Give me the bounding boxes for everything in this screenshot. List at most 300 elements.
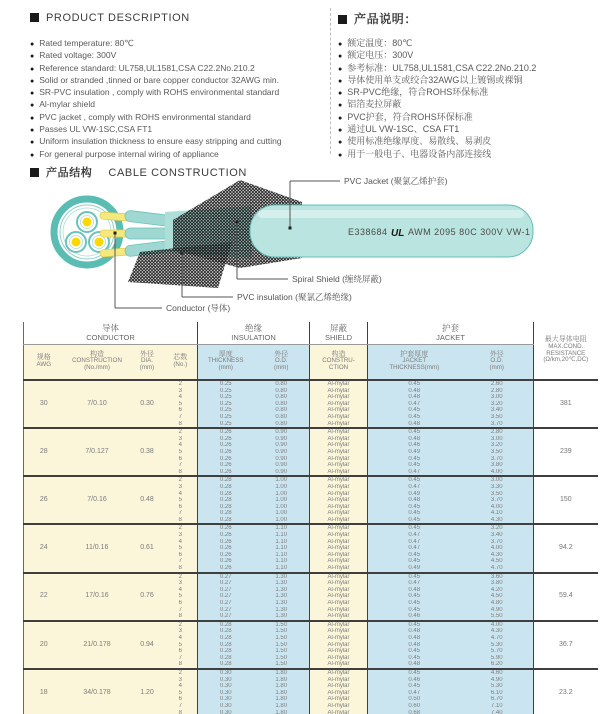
shield-cell: Al-mylar: [310, 607, 368, 614]
spec-table-body: [24, 380, 598, 714]
jacket-od-cell: 6.70: [461, 696, 534, 703]
bullet-icon: ●: [338, 77, 343, 85]
cores-cell: 6: [164, 504, 198, 511]
ins-thickness-cell: 0.26: [198, 539, 254, 546]
awg-cell: 26: [24, 476, 64, 524]
bullet-text: Rated voltage: 300V: [39, 50, 117, 61]
cores-cell: 5: [164, 690, 198, 697]
jacket-thickness-cell: 0.47: [368, 532, 461, 539]
cores-cell: 4: [164, 539, 198, 546]
ins-od-cell: 1.50: [254, 655, 310, 662]
ins-thickness-cell: 0.28: [198, 655, 254, 662]
product-description-cn-title: 产品说明：: [354, 12, 418, 26]
label-pvc-insulation: PVC insulation (聚氯乙烯绝缘): [237, 292, 352, 302]
ins-thickness-cell: 0.30: [198, 703, 254, 710]
jacket-thickness-cell: 0.45: [368, 428, 461, 436]
ins-thickness-cell: 0.27: [198, 580, 254, 587]
cable-side-view: [100, 180, 533, 288]
table-row: [24, 380, 598, 388]
ins-od-cell: 0.80: [254, 414, 310, 421]
shield-cell: Al-mylar: [310, 642, 368, 649]
jacket-od-cell: 4.60: [461, 669, 534, 677]
jacket-od-cell: 3.50: [461, 449, 534, 456]
ins-od-cell: 0.80: [254, 394, 310, 401]
jacket-thickness-cell: 0.47: [368, 484, 461, 491]
ins-thickness-cell: 0.28: [198, 642, 254, 649]
cores-cell: 2: [164, 428, 198, 436]
shield-cell: Al-mylar: [310, 380, 368, 388]
ins-od-cell: 0.90: [254, 456, 310, 463]
ins-thickness-cell: 0.26: [198, 462, 254, 469]
ins-thickness-cell: 0.30: [198, 677, 254, 684]
ins-od-cell: 1.50: [254, 628, 310, 635]
section-square-icon: [30, 13, 39, 22]
bullet-text: 额定温度：80℃: [347, 38, 413, 48]
ins-thickness-cell: 0.28: [198, 476, 254, 484]
bullet-item: [338, 99, 536, 111]
awg-cell: 18: [24, 669, 64, 714]
ins-od-cell: 1.30: [254, 600, 310, 607]
jacket-od-cell: 4.10: [461, 510, 534, 517]
ins-thickness-cell: 0.30: [198, 690, 254, 697]
bullet-icon: ●: [338, 102, 343, 110]
header-jacket-thickness: 护套厚度 JACKET THICKNESS(mm): [368, 344, 461, 380]
cores-cell: 2: [164, 621, 198, 629]
ins-od-cell: 1.30: [254, 573, 310, 581]
ins-od-cell: 1.50: [254, 661, 310, 669]
construction-cell: 7/0.127: [64, 428, 131, 476]
jacket-thickness-cell: 0.47: [368, 545, 461, 552]
ins-thickness-cell: 0.30: [198, 683, 254, 690]
jacket-od-cell: 4.50: [461, 558, 534, 565]
cores-cell: 8: [164, 565, 198, 573]
cores-cell: 2: [164, 524, 198, 532]
cores-cell: 7: [164, 703, 198, 710]
bullet-text: PVC jacket , comply with ROHS environmental standard: [39, 111, 251, 122]
ins-od-cell: 1.10: [254, 532, 310, 539]
jacket-od-cell: 5.70: [461, 648, 534, 655]
jacket-thickness-cell: 0.45: [368, 462, 461, 469]
ins-od-cell: 0.90: [254, 442, 310, 449]
bullet-icon: ●: [30, 127, 35, 135]
bullet-item: [338, 75, 536, 87]
ins-od-cell: 0.80: [254, 407, 310, 414]
ins-thickness-cell: 0.26: [198, 442, 254, 449]
cores-cell: 6: [164, 696, 198, 703]
jacket-thickness-cell: 0.49: [368, 565, 461, 573]
resistance-cell: 381: [534, 380, 598, 428]
product-description-title: PRODUCT DESCRIPTION: [46, 12, 190, 24]
ins-thickness-cell: 0.30: [198, 710, 254, 714]
bullet-icon: ●: [338, 90, 343, 98]
jacket-od-cell: 2.80: [461, 428, 534, 436]
jacket-thickness-cell: 0.48: [368, 421, 461, 429]
ins-thickness-cell: 0.30: [198, 696, 254, 703]
bullet-text: 导体使用单支或绞合32AWG以上镀锡或裸铜: [347, 74, 523, 85]
shield-cell: Al-mylar: [310, 573, 368, 581]
dia-cell: 0.48: [131, 476, 164, 524]
ins-thickness-cell: 0.25: [198, 421, 254, 429]
ins-od-cell: 1.00: [254, 497, 310, 504]
awg-cell: 30: [24, 380, 64, 428]
jacket-thickness-cell: 0.48: [368, 388, 461, 395]
cores-cell: 7: [164, 558, 198, 565]
group-jacket: 护套 JACKET: [368, 322, 534, 344]
resistance-cell: 94.2: [534, 524, 598, 572]
bullet-text: PVC护套，符合ROHS环保标准: [347, 111, 473, 122]
shield-cell: Al-mylar: [310, 628, 368, 635]
jacket-thickness-cell: 0.45: [368, 683, 461, 690]
product-description-cn-heading: [338, 10, 417, 27]
cores-cell: 3: [164, 677, 198, 684]
ins-od-cell: 1.80: [254, 690, 310, 697]
jacket-thickness-cell: 0.50: [368, 696, 461, 703]
resistance-cell: 23.2: [534, 669, 598, 714]
header-jacket-od: 外径 O.D. (mm): [461, 344, 534, 380]
ins-od-cell: 1.00: [254, 476, 310, 484]
bullet-icon: ●: [30, 139, 35, 147]
table-row: [24, 621, 598, 629]
jacket-thickness-cell: 0.45: [368, 573, 461, 581]
ins-thickness-cell: 0.25: [198, 414, 254, 421]
jacket-print-right: AWM 2095 80C 300V VW-1: [408, 227, 531, 237]
jacket-od-cell: 3.40: [461, 532, 534, 539]
ins-od-cell: 1.80: [254, 703, 310, 710]
cores-cell: 7: [164, 462, 198, 469]
cores-cell: 4: [164, 635, 198, 642]
table-row: [24, 669, 598, 677]
jacket-thickness-cell: 0.45: [368, 648, 461, 655]
jacket-thickness-cell: 0.45: [368, 517, 461, 525]
jacket-od-cell: 4.50: [461, 593, 534, 600]
jacket-thickness-cell: 0.60: [368, 703, 461, 710]
cores-cell: 2: [164, 573, 198, 581]
ins-od-cell: 1.80: [254, 696, 310, 703]
ins-thickness-cell: 0.26: [198, 436, 254, 443]
ins-od-cell: 1.00: [254, 491, 310, 498]
ins-thickness-cell: 0.26: [198, 565, 254, 573]
ins-thickness-cell: 0.28: [198, 510, 254, 517]
ins-thickness-cell: 0.26: [198, 532, 254, 539]
bullet-item: [30, 136, 282, 148]
shield-cell: Al-mylar: [310, 414, 368, 421]
jacket-od-cell: 3.50: [461, 491, 534, 498]
cores-cell: 7: [164, 607, 198, 614]
bullet-icon: ●: [338, 127, 343, 135]
jacket-od-cell: 3.40: [461, 407, 534, 414]
shield-cell: Al-mylar: [310, 497, 368, 504]
ins-thickness-cell: 0.27: [198, 593, 254, 600]
bullet-text: 额定电压：300V: [347, 50, 414, 61]
bullet-icon: ●: [30, 114, 35, 122]
ins-thickness-cell: 0.28: [198, 661, 254, 669]
ins-thickness-cell: 0.26: [198, 469, 254, 477]
bullet-text: 用于一般电子、电器设备内部连接线: [347, 148, 492, 159]
jacket-thickness-cell: 0.45: [368, 558, 461, 565]
bullet-icon: ●: [30, 53, 35, 61]
ins-thickness-cell: 0.26: [198, 545, 254, 552]
ins-od-cell: 1.30: [254, 587, 310, 594]
shield-cell: Al-mylar: [310, 476, 368, 484]
ins-thickness-cell: 0.26: [198, 552, 254, 559]
jacket-thickness-cell: 0.45: [368, 621, 461, 629]
bullet-icon: ●: [338, 65, 343, 73]
jacket-od-cell: 3.70: [461, 497, 534, 504]
ins-od-cell: 1.00: [254, 504, 310, 511]
construction-cell: 7/0.10: [64, 380, 131, 428]
ins-thickness-cell: 0.28: [198, 517, 254, 525]
construction-cell: 7/0.16: [64, 476, 131, 524]
bullet-item: [338, 38, 536, 50]
cable-construction-diagram: [0, 160, 603, 322]
jacket-od-cell: 4.20: [461, 587, 534, 594]
jacket-od-cell: 3.20: [461, 401, 534, 408]
bullet-item: [338, 87, 536, 99]
bullet-text: For general purpose internal wiring of appliance: [39, 148, 219, 159]
jacket-od-cell: 3.20: [461, 524, 534, 532]
bullet-item: [338, 63, 536, 75]
ins-thickness-cell: 0.27: [198, 607, 254, 614]
jacket-od-cell: 4.70: [461, 635, 534, 642]
bullet-item: [30, 99, 282, 111]
cores-cell: 8: [164, 421, 198, 429]
construction-cell: 21/0.178: [64, 621, 131, 669]
label-conductor: Conductor (导体): [166, 303, 231, 313]
shield-cell: Al-mylar: [310, 669, 368, 677]
ins-thickness-cell: 0.28: [198, 491, 254, 498]
ins-thickness-cell: 0.30: [198, 669, 254, 677]
resistance-cell: 59.4: [534, 573, 598, 621]
cores-cell: 6: [164, 600, 198, 607]
jacket-thickness-cell: 0.45: [368, 510, 461, 517]
bullet-icon: ●: [338, 53, 343, 61]
jacket-thickness-cell: 0.48: [368, 587, 461, 594]
shield-cell: Al-mylar: [310, 517, 368, 525]
jacket-thickness-cell: 0.45: [368, 655, 461, 662]
shield-cell: Al-mylar: [310, 677, 368, 684]
group-insulation: 绝缘 INSULATION: [198, 322, 310, 344]
jacket-thickness-cell: 0.47: [368, 580, 461, 587]
construction-cell: 17/0.16: [64, 573, 131, 621]
bullet-item: [338, 124, 536, 136]
ins-od-cell: 1.30: [254, 613, 310, 621]
bullet-icon: ●: [338, 114, 343, 122]
ins-od-cell: 1.00: [254, 484, 310, 491]
shield-cell: Al-mylar: [310, 491, 368, 498]
ins-thickness-cell: 0.25: [198, 388, 254, 395]
bullet-text: 铝箔麦拉屏蔽: [347, 99, 402, 110]
product-description-cn-list: [338, 38, 536, 161]
bullet-text: 使用标准绝缘厚度、易散线、易剥皮: [347, 136, 492, 147]
ins-od-cell: 1.10: [254, 558, 310, 565]
shield-cell: Al-mylar: [310, 388, 368, 395]
jacket-thickness-cell: 0.45: [368, 524, 461, 532]
column-divider: [330, 8, 331, 154]
resistance-cell: 239: [534, 428, 598, 476]
ins-od-cell: 1.80: [254, 677, 310, 684]
ins-thickness-cell: 0.25: [198, 401, 254, 408]
group-shield: 屏蔽 SHIELD: [310, 322, 368, 344]
jacket-od-cell: 4.30: [461, 552, 534, 559]
jacket-od-cell: 6.20: [461, 661, 534, 669]
jacket-thickness-cell: 0.45: [368, 380, 461, 388]
jacket-od-cell: 4.90: [461, 677, 534, 684]
column-header-row: [24, 344, 598, 380]
jacket-thickness-cell: 0.47: [368, 690, 461, 697]
jacket-thickness-cell: 0.46: [368, 442, 461, 449]
bullet-item: [30, 75, 282, 87]
jacket-od-cell: 4.00: [461, 504, 534, 511]
shield-cell: Al-mylar: [310, 421, 368, 429]
shield-cell: Al-mylar: [310, 462, 368, 469]
ins-od-cell: 1.30: [254, 607, 310, 614]
shield-cell: Al-mylar: [310, 552, 368, 559]
ins-od-cell: 1.00: [254, 517, 310, 525]
jacket-thickness-cell: 0.48: [368, 436, 461, 443]
shield-cell: Al-mylar: [310, 661, 368, 669]
cores-cell: 5: [164, 545, 198, 552]
jacket-thickness-cell: 0.45: [368, 476, 461, 484]
ins-thickness-cell: 0.26: [198, 524, 254, 532]
cores-cell: 8: [164, 517, 198, 525]
shield-cell: Al-mylar: [310, 532, 368, 539]
jacket-thickness-cell: 0.48: [368, 394, 461, 401]
table-row: [24, 476, 598, 484]
ins-thickness-cell: 0.28: [198, 648, 254, 655]
ins-thickness-cell: 0.28: [198, 635, 254, 642]
shield-cell: Al-mylar: [310, 428, 368, 436]
bullet-text: Passes UL VW-1SC,CSA FT1: [39, 124, 153, 135]
jacket-od-cell: 3.70: [461, 539, 534, 546]
jacket-thickness-cell: 0.45: [368, 552, 461, 559]
shield-cell: Al-mylar: [310, 469, 368, 477]
jacket-thickness-cell: 0.46: [368, 613, 461, 621]
ins-thickness-cell: 0.27: [198, 573, 254, 581]
cable-construction-title-en: CABLE CONSTRUCTION: [108, 167, 247, 179]
jacket-od-cell: 3.70: [461, 456, 534, 463]
ins-od-cell: 0.80: [254, 388, 310, 395]
shield-cell: Al-mylar: [310, 593, 368, 600]
shield-cell: Al-mylar: [310, 510, 368, 517]
jacket-thickness-cell: 0.45: [368, 669, 461, 677]
bullet-item: [30, 124, 282, 136]
jacket-od-cell: 2.60: [461, 380, 534, 388]
jacket-od-cell: 4.00: [461, 545, 534, 552]
bullet-item: [30, 112, 282, 124]
resistance-cell: 36.7: [534, 621, 598, 669]
shield-cell: Al-mylar: [310, 703, 368, 710]
jacket-thickness-cell: 0.48: [368, 635, 461, 642]
jacket-od-cell: 5.90: [461, 655, 534, 662]
spec-table: [23, 322, 598, 714]
bullet-item: [30, 38, 282, 50]
ins-od-cell: 1.80: [254, 669, 310, 677]
cores-cell: 7: [164, 510, 198, 517]
jacket-thickness-cell: 0.48: [368, 661, 461, 669]
cores-cell: 4: [164, 683, 198, 690]
jacket-thickness-cell: 0.49: [368, 449, 461, 456]
ins-od-cell: 1.10: [254, 565, 310, 573]
dia-cell: 0.30: [131, 380, 164, 428]
bullet-text: Solid or stranded ,tinned or bare copper conductor 32AWG min.: [39, 74, 279, 85]
bullet-text: 通过UL VW-1SC、CSA FT1: [347, 124, 460, 135]
jacket-od-cell: 5.30: [461, 642, 534, 649]
jacket-thickness-cell: 0.68: [368, 710, 461, 714]
jacket-od-cell: 3.00: [461, 394, 534, 401]
jacket-od-cell: 4.00: [461, 469, 534, 477]
jacket-od-cell: 7.40: [461, 710, 534, 714]
bullet-icon: ●: [30, 77, 35, 85]
dia-cell: 0.38: [131, 428, 164, 476]
awg-cell: 22: [24, 573, 64, 621]
shield-cell: Al-mylar: [310, 587, 368, 594]
cores-cell: 4: [164, 587, 198, 594]
header-dia: 外径 DIA. (mm): [131, 344, 164, 380]
jacket-thickness-cell: 0.48: [368, 642, 461, 649]
dia-cell: 0.94: [131, 621, 164, 669]
ins-od-cell: 1.10: [254, 552, 310, 559]
ins-thickness-cell: 0.28: [198, 484, 254, 491]
ins-od-cell: 1.50: [254, 621, 310, 629]
cores-cell: 2: [164, 380, 198, 388]
bullet-item: [338, 112, 536, 124]
cores-cell: 6: [164, 648, 198, 655]
shield-cell: Al-mylar: [310, 545, 368, 552]
shield-cell: Al-mylar: [310, 710, 368, 714]
jacket-thickness-cell: 0.47: [368, 401, 461, 408]
shield-cell: Al-mylar: [310, 449, 368, 456]
dia-cell: 0.61: [131, 524, 164, 572]
header-awg: 规格 AWG: [24, 344, 64, 380]
ins-thickness-cell: 0.26: [198, 449, 254, 456]
ins-thickness-cell: 0.28: [198, 621, 254, 629]
bullet-text: Uniform insulation thickness to ensure easy stripping and cutting: [39, 136, 282, 147]
table-row: [24, 573, 598, 581]
ins-thickness-cell: 0.27: [198, 613, 254, 621]
jacket-thickness-cell: 0.45: [368, 593, 461, 600]
ins-od-cell: 0.90: [254, 436, 310, 443]
ins-od-cell: 0.90: [254, 449, 310, 456]
cores-cell: 3: [164, 580, 198, 587]
ins-od-cell: 1.80: [254, 683, 310, 690]
cores-cell: 5: [164, 593, 198, 600]
jacket-od-cell: 3.00: [461, 476, 534, 484]
header-ins-od: 外径 O.D. (mm): [254, 344, 310, 380]
jacket-thickness-cell: 0.48: [368, 497, 461, 504]
shield-cell: Al-mylar: [310, 600, 368, 607]
cores-cell: 8: [164, 661, 198, 669]
jacket-od-cell: 3.30: [461, 484, 534, 491]
shield-cell: Al-mylar: [310, 683, 368, 690]
jacket-od-cell: 4.30: [461, 628, 534, 635]
cores-cell: 3: [164, 436, 198, 443]
table-row: [24, 524, 598, 532]
cores-cell: 6: [164, 456, 198, 463]
cores-cell: 3: [164, 484, 198, 491]
dia-cell: 0.76: [131, 573, 164, 621]
ins-thickness-cell: 0.25: [198, 394, 254, 401]
ins-od-cell: 1.30: [254, 593, 310, 600]
jacket-thickness-cell: 0.46: [368, 677, 461, 684]
label-pvc-jacket: PVC Jacket (聚氯乙烯护套): [344, 176, 448, 186]
table-row: [24, 428, 598, 436]
cores-cell: 8: [164, 710, 198, 714]
header-ins-thickness: 厚度 THICKNESS (mm): [198, 344, 254, 380]
cores-cell: 5: [164, 401, 198, 408]
jacket-thickness-cell: 0.49: [368, 491, 461, 498]
shield-cell: Al-mylar: [310, 613, 368, 621]
cores-cell: 3: [164, 532, 198, 539]
